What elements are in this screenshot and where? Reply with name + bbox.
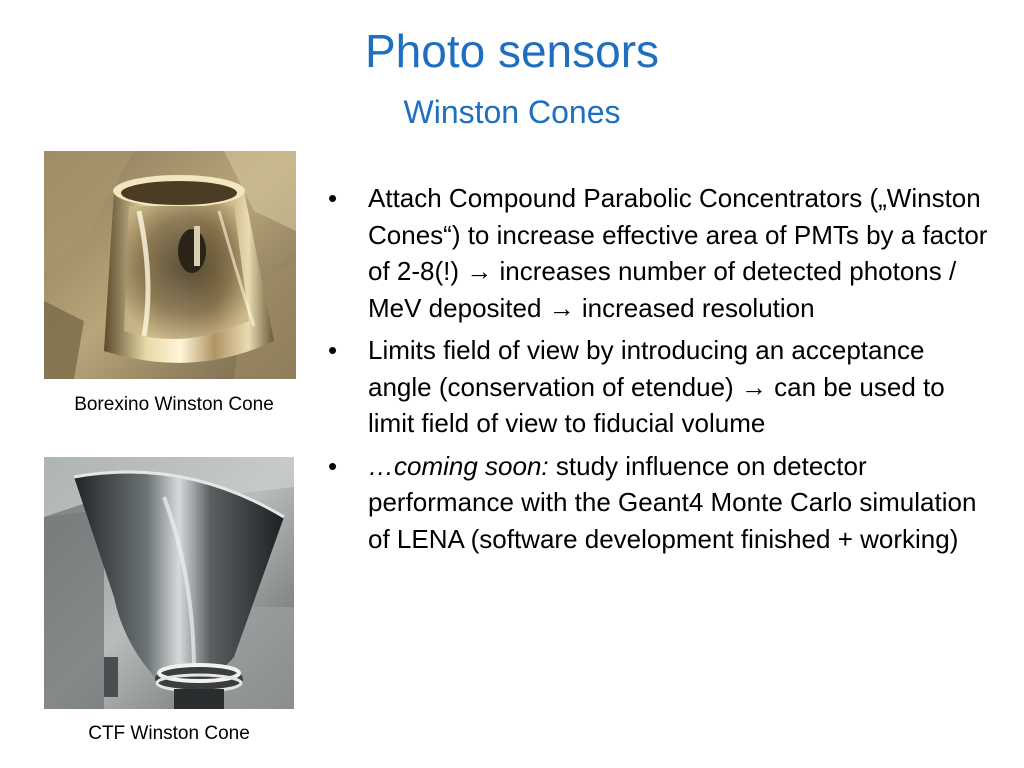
borexino-caption: Borexino Winston Cone (74, 394, 274, 415)
bullet-item (328, 332, 988, 442)
slide-title: Photo sensors (364, 25, 660, 77)
bullet-dot: • (328, 450, 338, 481)
bullet-item (328, 180, 988, 326)
ctf-caption: CTF Winston Cone (88, 723, 250, 744)
slide-subtitle: Winston Cones (403, 94, 621, 130)
borexino-winston-cone-photo (44, 151, 296, 379)
bullet-text: Attach Compound Parabolic Concentrators („Winston Cones“) to increase effective area of PMTs by a factor of 2-8(!) → increases number of detected photons / MeV deposited → increased resolution (368, 183, 988, 323)
bullet-dot: • (328, 335, 338, 365)
bullet-dot: • (328, 183, 338, 213)
bullet-text: Limits field of view by introducing an acceptance angle (conservation of etendue) → can be used to limit field of view to fiducial volume (368, 335, 945, 438)
ctf-winston-cone-photo (44, 457, 294, 709)
bullet-list (328, 180, 988, 563)
bullet-item (328, 448, 988, 558)
bullet-emphasis: …coming soon: (368, 450, 549, 481)
bullet-text: study influence on detector performance with the Geant4 Monte Carlo simulation of LENA (software development finished + working) (368, 450, 977, 554)
